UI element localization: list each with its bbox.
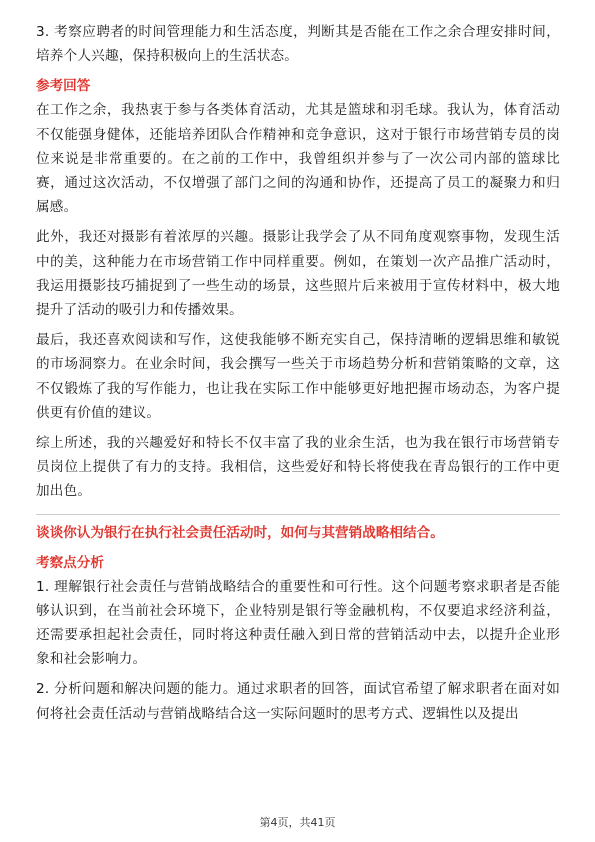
answer-paragraph-3: 最后，我还喜欢阅读和写作，这使我能够不断充实自己，保持清晰的逻辑思维和敏锐的市场洞察力。在业余时间，我会撰写一些关于市场趋势分析和营销策略的文章，这不仅锻炼了我的写作能力，也让我在实际工作中能够更好地把握市场动态，为客户提供更有价值的建议。 [36,332,560,421]
analysis-heading: 考察点分析 [36,554,104,571]
page-number-footer: 第4页，共41页 [259,816,336,829]
analysis-point-2: 2. 分析问题和解决问题的能力。通过求职者的回答，面试官希望了解求职者在面对如何将社会责任活动与营销战略结合这一实际问题时的思考方式、逻辑性以及提出 [36,681,560,722]
answer-paragraph-2: 此外，我还对摄影有着浓厚的兴趣。摄影让我学会了从不同角度观察事物，发现生活中的美，这种能力在市场营销工作中同样重要。例如，在策划一次产品推广活动时，我运用摄影技巧捕捉到了一些生动的场景，这些照片后来被用于宣传材料中，极大地提升了活动的吸引力和传播效果。 [36,229,560,319]
analysis-point-1: 1. 理解银行社会责任与营销战略结合的重要性和可行性。这个问题考察求职者是否能够认识到，在当前社会环境下，企业特别是银行等金融机构，不仅要追求经济利益，还需要承担起社会责任，同时将这种责任融入到日常的营销活动中去，以提升企业形象和社会影响力。 [36,578,560,668]
page-content [36,20,560,726]
reference-answer-heading: 参考回答 [36,78,91,95]
consideration-point-3: 3. 考察应聘者的时间管理能力和生活态度，判断其是否能在工作之余合理安排时间，培养个人兴趣，保持积极向上的生活状态。 [36,24,560,65]
section-divider [36,514,560,515]
interview-question-title: 谈谈你认为银行在执行社会责任活动时，如何与其营销战略相结合。 [36,524,444,541]
answer-paragraph-4: 综上所述，我的兴趣爱好和特长不仅丰富了我的业余生活，也为我在银行市场营销专员岗位上提供了有力的支持。我相信，这些爱好和特长将使我在青岛银行的工作中更加出色。 [36,435,560,500]
answer-paragraph-1: 在工作之余，我热衷于参与各类体育活动，尤其是篮球和羽毛球。我认为，体育活动不仅能强身健体，还能培养团队合作精神和竞争意识，这对于银行市场营销专员的岗位来说是非常重要的。在之前的工作中，我曾组织并参与了一次公司内部的篮球比赛，通过这次活动，不仅增强了部门之间的沟通和协作，还提高了员工的凝聚力和归属感。 [36,102,560,216]
